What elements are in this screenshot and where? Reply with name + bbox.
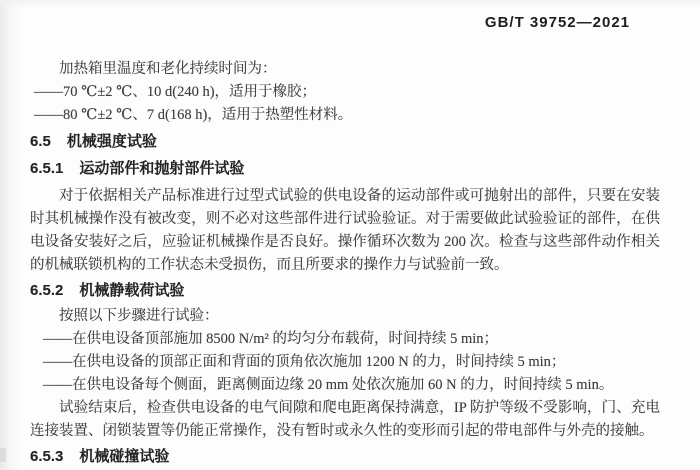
section-6-5-2-lead: 按照以下步骤进行试验： <box>59 308 219 324</box>
section-6-5-2-closing-paragraph: 试验结束后，检查供电设备的电气间隙和爬电距离保持满意，IP 防护等级不受影响，门、充电连接装置、闭锁装置等仍能正常操作，没有暂时或永久性的变形而引起的带电部件与外壳的接触。 <box>30 400 660 439</box>
static-load-step-corners: ——在供电设备的顶部正面和背面的顶角依次施加 1200 N 的力，时间持续 5 min； <box>43 354 566 370</box>
section-6-5-1-number: 6.5.1 <box>30 160 64 177</box>
section-6-5-1-paragraph: 对于依据相关产品标准进行过型式试验的供电设备的运动部件或可抛射出的部件，只要在安装时其机械操作没有被改变，则不必对这些部件进行试验验证。对于需要做此试验验证的部件，在供电设备安装好之后，应验证机械操作是否良好。操作循环次数为 200 次。检查与这些部件动作相关的机械联锁机构的工作状态未受损伤，而且所要求的操作力与试验前一致。 <box>30 188 660 273</box>
section-6-5-2-title: 机械静载荷试验 <box>79 282 185 299</box>
static-load-step-sides: ——在供电设备每个侧面，距离侧面边缘 20 mm 处依次施加 60 N 的力，时间持续 5 min。 <box>43 377 614 393</box>
aging-condition-rubber: ——70 ℃±2 ℃、10 d(240 h)，适用于橡胶； <box>34 84 317 100</box>
section-6-5-1-title: 运动部件和抛射部件试验 <box>79 160 245 177</box>
section-6-5-3-title: 机械碰撞试验 <box>79 448 170 465</box>
standard-code: GB/T 39752—2021 <box>484 14 630 31</box>
aging-condition-thermoplastic: ——80 ℃±2 ℃、7 d(168 h)，适用于热塑性材料。 <box>34 107 353 123</box>
section-6-5-2-number: 6.5.2 <box>30 282 64 299</box>
scan-edge-smudge <box>0 448 6 462</box>
section-6-5-2-heading <box>30 280 660 301</box>
aging-conditions-lead: 加热箱里温度和老化持续时间为： <box>59 61 277 77</box>
section-6-5-3-number: 6.5.3 <box>30 448 64 465</box>
section-6-5-number: 6.5 <box>30 133 51 150</box>
section-6-5-heading <box>30 131 660 152</box>
section-6-5-title: 机械强度试验 <box>66 133 157 150</box>
section-6-5-1-heading <box>30 158 660 179</box>
page-header <box>30 14 660 32</box>
section-6-5-3-heading <box>30 446 660 467</box>
static-load-step-top: ——在供电设备顶部施加 8500 N/m² 的均匀分布载荷，时间持续 5 min； <box>43 331 499 347</box>
